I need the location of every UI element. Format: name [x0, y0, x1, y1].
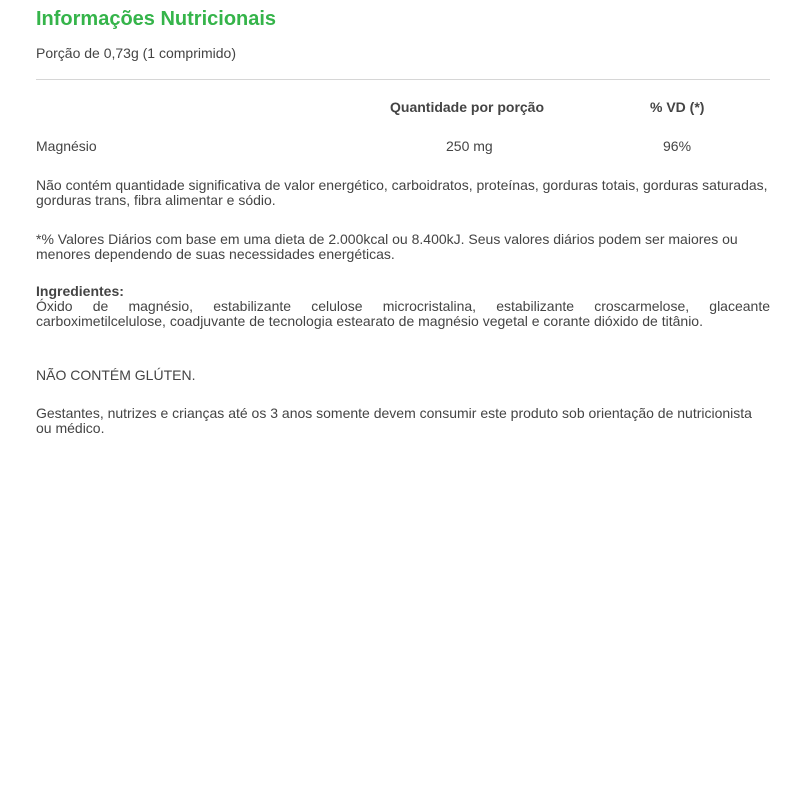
divider — [36, 79, 770, 80]
gluten-notice: NÃO CONTÉM GLÚTEN. — [36, 367, 196, 383]
portion-size: Porção de 0,73g (1 comprimido) — [36, 45, 236, 61]
nutrient-quantity: 250 mg — [446, 138, 493, 154]
nutrient-name: Magnésio — [36, 138, 97, 154]
column-header-quantity: Quantidade por porção — [390, 99, 545, 115]
daily-values-note: *% Valores Diários com base em uma dieta de 2.000kcal ou 8.400kJ. Seus valores diários podem ser maiores ou menores dependendo de suas necessidades energéticas. — [36, 231, 738, 262]
not-significant-note: Não contém quantidade significativa de valor energético, carboidratos, proteínas, gorduras totais, gorduras saturadas, gorduras trans, fibra alimentar e sódio. — [36, 177, 768, 208]
consumption-warning: Gestantes, nutrizes e crianças até os 3 anos somente devem consumir este produto sob orientação de nutricionista ou médico. — [36, 405, 752, 436]
ingredients-label: Ingredientes: — [36, 283, 124, 299]
page-title: Informações Nutricionais — [36, 8, 277, 30]
ingredients-text: Óxido de magnésio, estabilizante celulose microcristalina, estabilizante croscarmelose, glaceante carboximetilcelulose, coadjuvante de tecnologia estearato de magnésio vegetal e corante dióxido de titânio. — [36, 298, 770, 329]
column-header-vd: % VD (*) — [650, 99, 705, 115]
nutrient-vd: 96% — [663, 138, 692, 154]
